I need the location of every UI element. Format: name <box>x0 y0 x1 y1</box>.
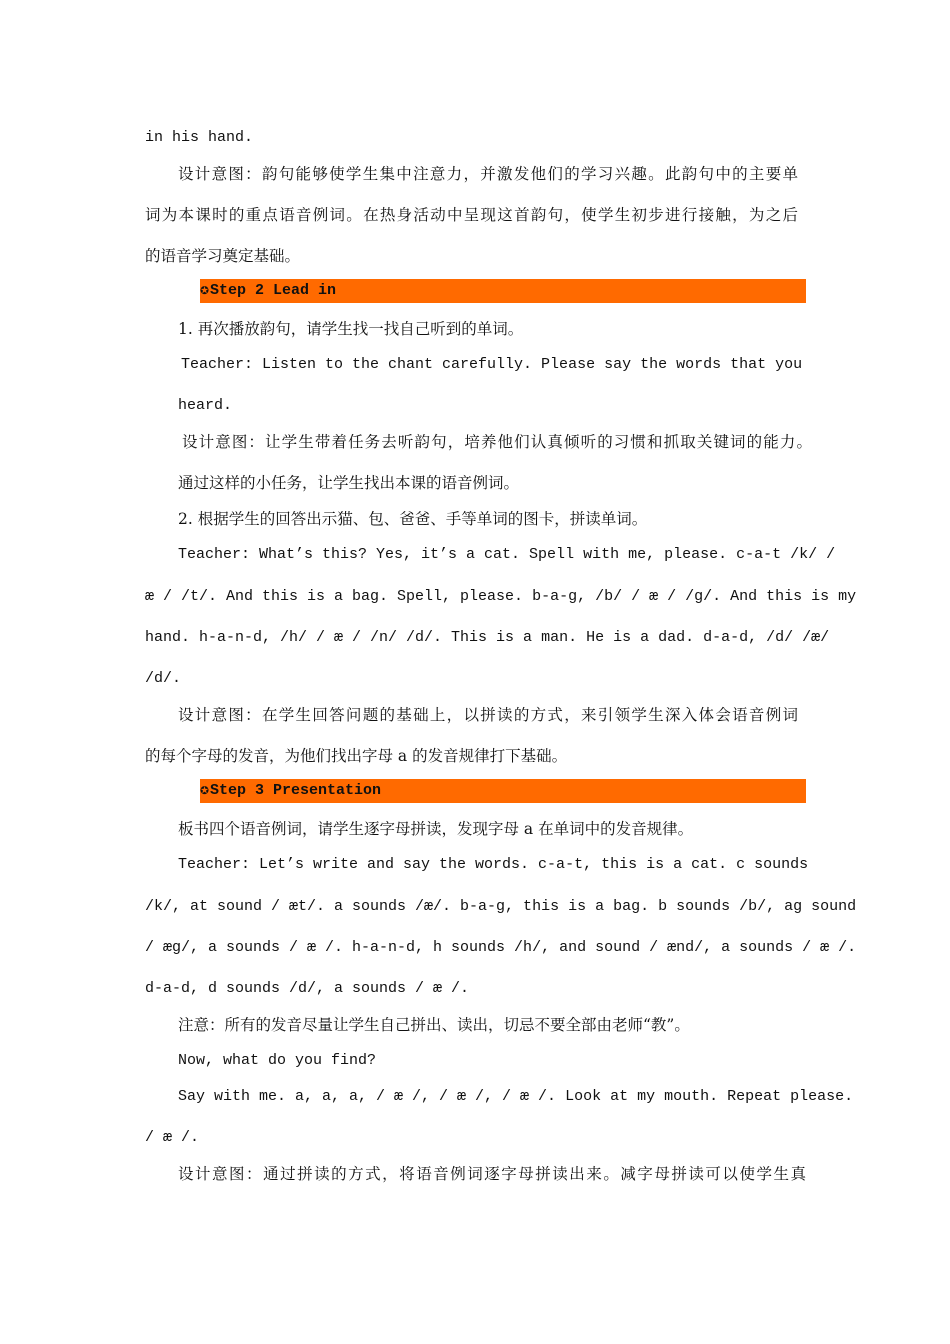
step-3-heading <box>200 779 806 803</box>
note-line: 注意：所有的发音尽量让学生自己拼出、读出，切忌不要全部由老师“教”。 <box>178 1016 690 1034</box>
list-item: 1. 再次播放韵句，请学生找一找自己听到的单词。 <box>178 320 524 338</box>
design-intent-line: 设计意图：在学生回答问题的基础上，以拼读的方式，来引领学生深入体会语音例词 <box>178 706 798 724</box>
design-intent-line: 设计意图：韵句能够使学生集中注意力，并激发他们的学习兴趣。此韵句中的主要单 <box>178 165 798 183</box>
list-item: 2. 根据学生的回答出示猫、包、爸爸、手等单词的图卡，拼读单词。 <box>178 510 648 528</box>
step-2-label: Step 2 Lead in <box>210 282 337 299</box>
paragraph-line: 板书四个语音例词，请学生逐字母拼读，发现字母 a 在单词中的发音规律。 <box>178 820 694 838</box>
teacher-line: æ / /t/. And this is a bag. Spell, please. b-a-g, /b/ / æ / /g/. And this is my <box>145 588 857 605</box>
step-2-heading <box>200 279 806 303</box>
teacher-line: Now, what do you find? <box>178 1052 377 1069</box>
teacher-line: hand. h-a-n-d, /h/ / æ / /n/ /d/. This is a man. He is a dad. d-a-d, /d/ /æ/ <box>145 629 830 646</box>
teacher-line: Teacher: Listen to the chant carefully. Please say the words that you <box>181 356 803 373</box>
teacher-line: heard. <box>178 397 233 414</box>
teacher-line: /d/. <box>145 670 182 687</box>
teacher-line: / æg/, a sounds / æ /. h-a-n-d, h sounds /h/, and sound / ænd/, a sounds / æ /. <box>145 939 857 956</box>
paragraph-line: 的语音学习奠定基础。 <box>145 247 301 265</box>
teacher-line: Say with me. a, a, a, / æ /, / æ /, / æ /. Look at my mouth. Repeat please. <box>178 1088 854 1105</box>
teacher-line: d-a-d, d sounds /d/, a sounds / æ /. <box>145 980 470 997</box>
teacher-line: Teacher: What’s this? Yes, it’s a cat. Spell with me, please. c-a-t /k/ / <box>178 546 836 563</box>
design-intent-line: 设计意图：通过拼读的方式，将语音例词逐字母拼读出来。减字母拼读可以使学生真 <box>178 1165 806 1183</box>
paragraph-line: 的每个字母的发音，为他们找出字母 a 的发音规律打下基础。 <box>145 747 568 765</box>
teacher-line: /k/, at sound / æt/. a sounds /æ/. b-a-g, this is a bag. b sounds /b/, ag sound <box>145 898 857 915</box>
star-icon: ✪ <box>200 782 210 799</box>
teacher-line: / æ /. <box>145 1129 200 1146</box>
design-intent-line: 设计意图：让学生带着任务去听韵句，培养他们认真倾听的习惯和抓取关键词的能力。 <box>182 433 812 451</box>
paragraph-line: 通过这样的小任务，让学生找出本课的语音例词。 <box>178 474 520 492</box>
teacher-line: Teacher: Let’s write and say the words. c-a-t, this is a cat. c sounds <box>178 856 809 873</box>
star-icon: ✪ <box>200 282 210 299</box>
step-3-label: Step 3 Presentation <box>210 782 382 799</box>
paragraph-line: in his hand. <box>145 129 254 146</box>
paragraph-line: 词为本课时的重点语音例词。在热身活动中呈现这首韵句，使学生初步进行接触，为之后 <box>145 206 798 224</box>
